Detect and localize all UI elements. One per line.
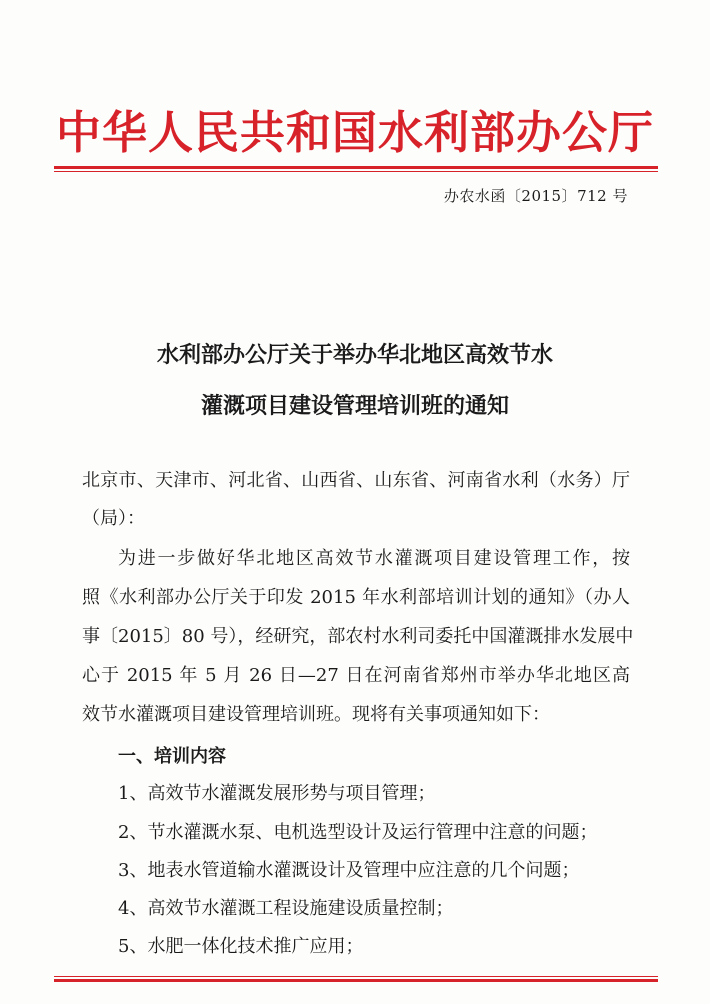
list-item: 2、节水灌溉水泵、电机选型设计及运行管理中注意的问题；	[118, 822, 598, 843]
header-rule-thin	[54, 171, 658, 172]
section-heading-training-content: 一、培训内容	[118, 746, 226, 767]
footer-rule-thin	[54, 976, 658, 977]
list-item: 4、高效节水灌溉工程设施建设质量控制；	[118, 898, 454, 919]
body-line-3: 事〔2015〕80 号），经研究，部农村水利司委托中国灌溉排水发展中	[82, 626, 634, 647]
list-item: 5、水肥一体化技术推广应用；	[118, 936, 364, 957]
issuing-authority-title: 中华人民共和国水利部办公厅	[55, 106, 654, 159]
list-item: 1、高效节水灌溉发展形势与项目管理；	[118, 783, 436, 804]
header-rule-thick	[54, 166, 658, 169]
body-line-5: 效节水灌溉项目建设管理培训班。现将有关事项通知如下：	[82, 704, 550, 725]
document-number: 办农水函〔2015〕712 号	[443, 187, 628, 205]
body-line-4: 心于 2015 年 5 月 26 日—27 日在河南省郑州市举办华北地区高	[82, 665, 630, 686]
subject-line-2: 灌溉项目建设管理培训班的通知	[200, 394, 509, 419]
subject-line-1: 水利部办公厅关于举办华北地区高效节水	[156, 343, 553, 368]
recipients-line-2: （局）：	[82, 508, 145, 529]
body-line-2: 照《水利部办公厅关于印发 2015 年水利部培训计划的通知》（办人	[82, 587, 630, 608]
body-line-1: 为进一步做好华北地区高效节水灌溉项目建设管理工作，按	[118, 548, 630, 569]
list-item: 3、地表水管道输水灌溉设计及管理中应注意的几个问题；	[118, 860, 580, 881]
footer-rule-thick	[54, 979, 658, 982]
recipients-line-1: 北京市、天津市、河北省、山西省、山东省、河南省水利（水务）厅	[82, 470, 630, 491]
